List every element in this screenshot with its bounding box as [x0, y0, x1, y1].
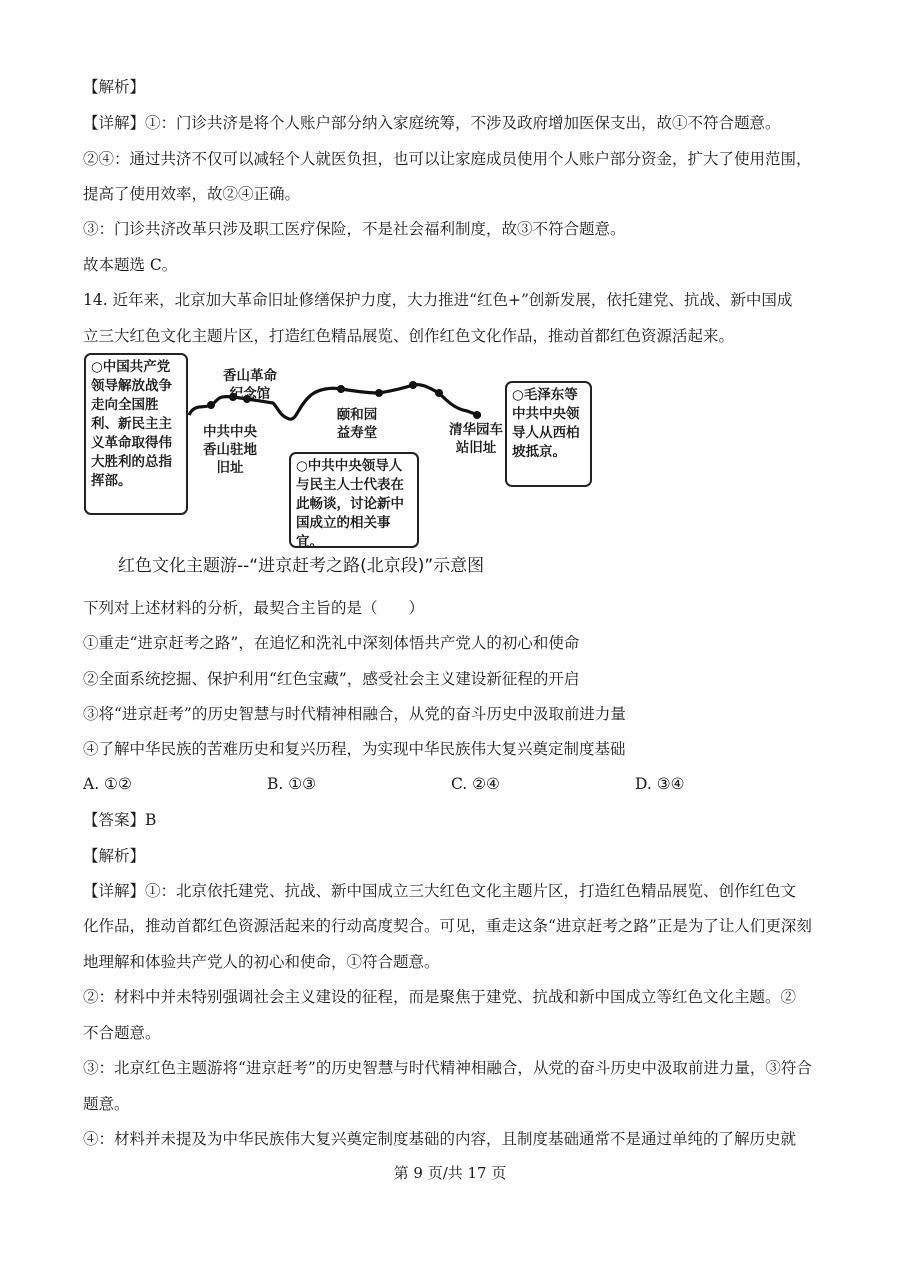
analysis-line-1: 【详解】①：北京依托建党、抗战、新中国成立三大红色文化主题片区，打造红色精品展览、创作红色文 — [83, 882, 797, 900]
analysis-line-5: 不合题意。 — [83, 1024, 161, 1042]
option-a: A. ①② — [83, 775, 132, 793]
analysis-line-2: 化作品，推动首都红色资源活起来的行动高度契合。可见，重走这条“进京赶考之路”正是为了让人们更深刻 — [83, 917, 812, 935]
label-yiheyuan: 颐和园益寿堂 — [336, 407, 378, 441]
statement-3: ③将“进京赶考”的历史智慧与时代精神相融合，从党的奋斗历史中汲取前进力量 — [83, 705, 626, 723]
callout-box-headquarters: ○中国共产党领导解放战争走向全国胜利、新民主主义革命取得伟大胜利的总指挥部。 — [84, 353, 188, 515]
statement-1: ①重走“进京赶考之路”，在追忆和洗礼中深刻体悟共产党人的初心和使命 — [83, 634, 580, 652]
page-footer: 第 9 页/共 17 页 — [393, 1164, 507, 1182]
question-14-stem-2: 立三大红色文化主题片区，打造红色精品展览、创作红色文化作品，推动首都红色资源活起来。 — [83, 327, 735, 345]
analysis-line-8: ④：材料并未提及为中华民族伟大复兴奠定制度基础的内容，且制度基础通常不是通过单纯的了解历史就 — [83, 1130, 797, 1148]
statement-2: ②全面系统挖掘、保护利用“红色宝藏”，感受社会主义建设新征程的开启 — [83, 670, 580, 688]
detail-line-2: ②④：通过共济不仅可以减轻个人就医负担，也可以让家庭成员使用个人账户部分资金，扩大了使用范围， — [83, 150, 812, 168]
option-d: D. ③④ — [635, 775, 685, 793]
option-c: C. ②④ — [451, 775, 500, 793]
label-xiangshan-memorial: 香山革命纪念馆 — [223, 368, 277, 402]
route-diagram — [83, 353, 595, 553]
detail-line-4: ③：门诊共济改革只涉及职工医疗保险，不是社会福利制度，故③不符合题意。 — [83, 220, 626, 238]
statement-4: ④了解中华民族的苦难历史和复兴历程，为实现中华民族伟大复兴奠定制度基础 — [83, 740, 626, 758]
analysis-line-7: 题意。 — [83, 1095, 130, 1113]
callout-box-talks: ○中共中央领导人与民主人士代表在此畅谈，讨论新中国成立的相关事宜。 — [289, 452, 419, 548]
analysis-line-4: ②：材料中并未特别强调社会主义建设的征程，而是聚焦于建党、抗战和新中国成立等红色文化主题。② — [83, 988, 797, 1006]
analysis-heading: 【解析】 — [83, 78, 146, 96]
option-b: B. ①③ — [267, 775, 317, 793]
question-prompt: 下列对上述材料的分析，最契合主旨的是（ ） — [83, 599, 425, 617]
analysis-line-3: 地理解和体验共产党人的初心和使命，①符合题意。 — [83, 953, 440, 971]
question-14-stem-1: 14. 近年来，北京加大革命旧址修缮保护力度，大力推进“红色+”创新发展，依托建党、抗战、新中国成 — [83, 291, 793, 309]
diagram-caption: 红色文化主题游--“进京赶考之路(北京段)”示意图 — [118, 556, 485, 576]
answer-line: 【答案】B — [83, 811, 157, 829]
callout-box-arrival: ○毛泽东等中共中央领导人从西柏坡抵京。 — [505, 381, 592, 487]
label-xiangshan-residence: 中共中央香山驻地旧址 — [203, 424, 257, 476]
answer-statement: 故本题选 C。 — [83, 256, 178, 274]
analysis-heading-2: 【解析】 — [83, 847, 146, 865]
detail-line-1: 【详解】①：门诊共济是将个人账户部分纳入家庭统筹，不涉及政府增加医保支出，故①不符合题意。 — [83, 114, 781, 132]
detail-line-3: 提高了使用效率，故②④正确。 — [83, 185, 301, 203]
analysis-line-6: ③：北京红色主题游将“进京赶考”的历史智慧与时代精神相融合，从党的奋斗历史中汲取前进力量，③符合 — [83, 1059, 812, 1077]
label-qinghuayuan: 清华园车站旧址 — [449, 422, 503, 456]
